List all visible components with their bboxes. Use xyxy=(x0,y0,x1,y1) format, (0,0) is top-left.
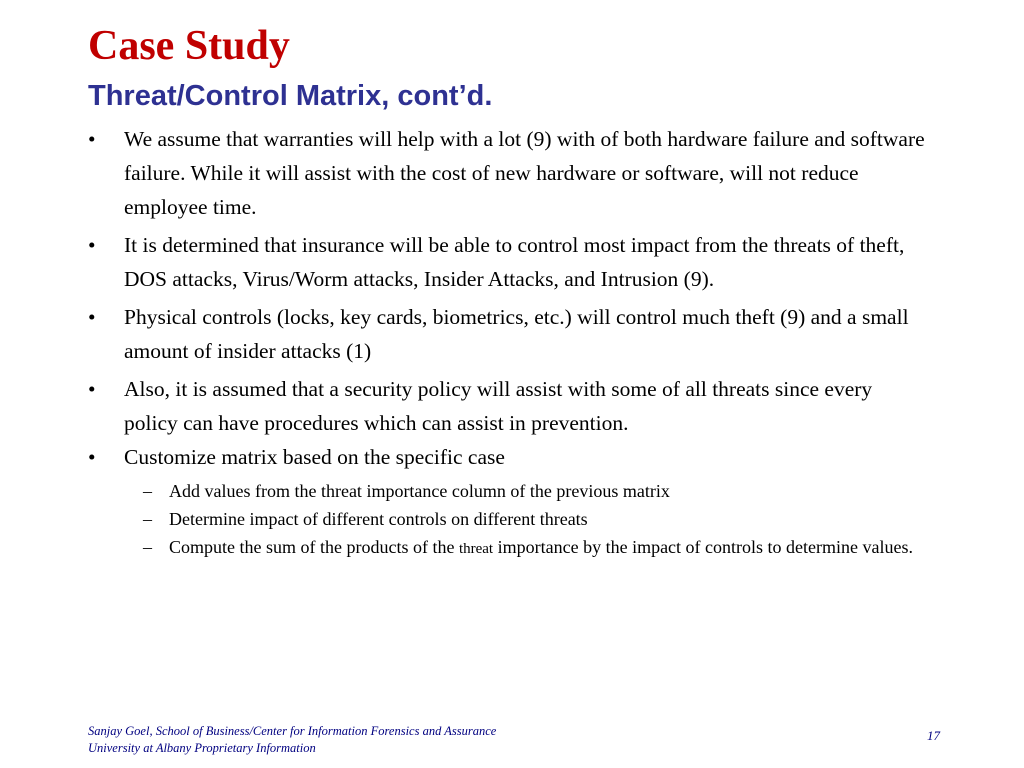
bullet-list xyxy=(88,122,928,560)
bullet-customize-matrix: • Customize matrix based on the specific case xyxy=(88,440,928,474)
sub-bullet-compute-sum-small-word: threat xyxy=(458,541,494,557)
sub-bullet-compute-sum-part1: Compute the sum of the products of the xyxy=(169,537,459,557)
bullet-warranties: • We assume that warranties will help with a lot (9) with of both hardware failure and software failure. While it will assist with the cost of new hardware or software, will not reduce employee time. xyxy=(88,122,928,224)
sub-bullet-compute-sum-part2: importance by the impact of controls to determine values. xyxy=(493,537,913,557)
slide-title: Case Study xyxy=(88,23,290,69)
slide-subtitle: Threat/Control Matrix, cont’d. xyxy=(88,80,493,112)
bullet-physical-controls: • Physical controls (locks, key cards, biometrics, etc.) will control much theft (9) and a small amount of insider attacks (1) xyxy=(88,300,928,368)
sub-bullet-add-values: – Add values from the threat importance column of the previous matrix xyxy=(124,480,928,502)
bullet-security-policy: • Also, it is assumed that a security policy will assist with some of all threats since every policy can have procedures which can assist in prevention. xyxy=(88,372,928,440)
sub-bullet-compute-sum xyxy=(124,536,928,560)
sub-bullet-list xyxy=(88,480,928,560)
footer-author-line: Sanjay Goel, School of Business/Center for Information Forensics and Assurance xyxy=(88,724,497,738)
bullet-insurance: • It is determined that insurance will be able to control most impact from the threats of theft, DOS attacks, Virus/Worm attacks, Insider Attacks, and Intrusion (9). xyxy=(88,228,928,296)
page-number: 17 xyxy=(927,728,940,743)
footer xyxy=(88,723,496,757)
footer-proprietary-line: University at Albany Proprietary Information xyxy=(88,741,316,755)
sub-bullet-determine-impact: – Determine impact of different controls on different threats xyxy=(124,508,928,530)
